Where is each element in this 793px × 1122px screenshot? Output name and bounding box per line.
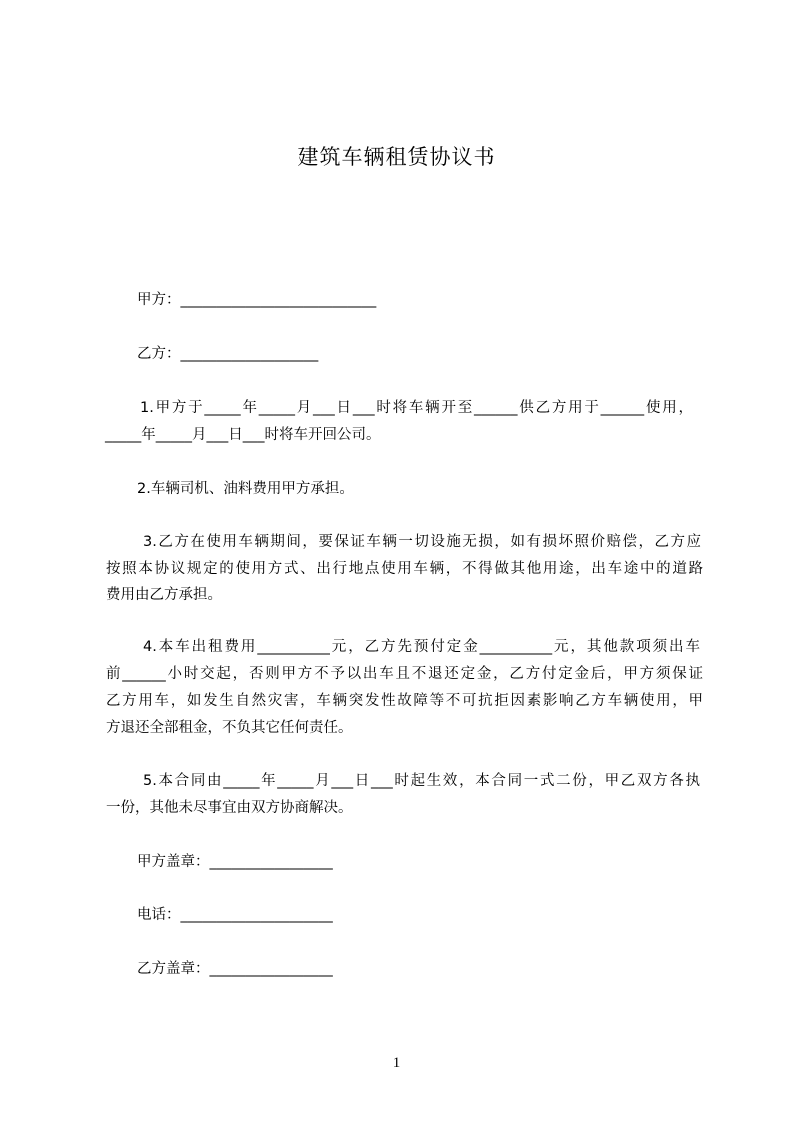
clause-4-line: 乙方用车，如发生自然灾害，车辆突发性故障等不可抗拒因素影响乙方车辆使用，甲 (106, 693, 703, 709)
clause-5-line: 5.本合同由_____年_____月___日___时起生效，本合同一式二份，甲乙双方各执 (143, 773, 700, 789)
phone-field: 电话：_____________________ (137, 907, 333, 923)
clause-1-line: 1.甲方于_____年_____月___日___时将车辆开至______供乙方用于______使用， (140, 400, 693, 416)
page-number: 1 (392, 1055, 401, 1071)
clause-4-line: 前______小时交起，否则甲方不予以出车且不退还定金，乙方付定金后，甲方须保证 (106, 666, 703, 682)
party-a-field: 甲方：___________________________ (137, 292, 377, 308)
clause-3-line: 3.乙方在使用车辆期间，要保证车辆一切设施无损，如有损坏照价赔偿，乙方应 (143, 534, 701, 550)
clause-3-line: 费用由乙方承担。 (106, 587, 222, 603)
party-b-field: 乙方：___________________ (137, 346, 319, 362)
clause-5-line: 一份，其他未尽事宜由双方协商解决。 (106, 800, 353, 816)
document-title: 建筑车辆租赁协议书 (297, 145, 496, 169)
clause-1-line: _____年_____月___日___时将车开回公司。 (105, 427, 381, 443)
party-b-seal-field: 乙方盖章：_________________ (137, 961, 333, 977)
clause-4-line: 方退还全部租金，不负其它任何责任。 (106, 720, 353, 736)
clause-4-line: 4.本车出租费用__________元，乙方先预付定金__________元，其他款项须出车 (143, 639, 700, 655)
party-a-seal-field: 甲方盖章：_________________ (137, 854, 333, 870)
clause-2-line: 2.车辆司机、油料费用甲方承担。 (137, 481, 354, 497)
clause-3-line: 按照本协议规定的使用方式、出行地点使用车辆，不得做其他用途，出车途中的道路 (106, 561, 703, 577)
